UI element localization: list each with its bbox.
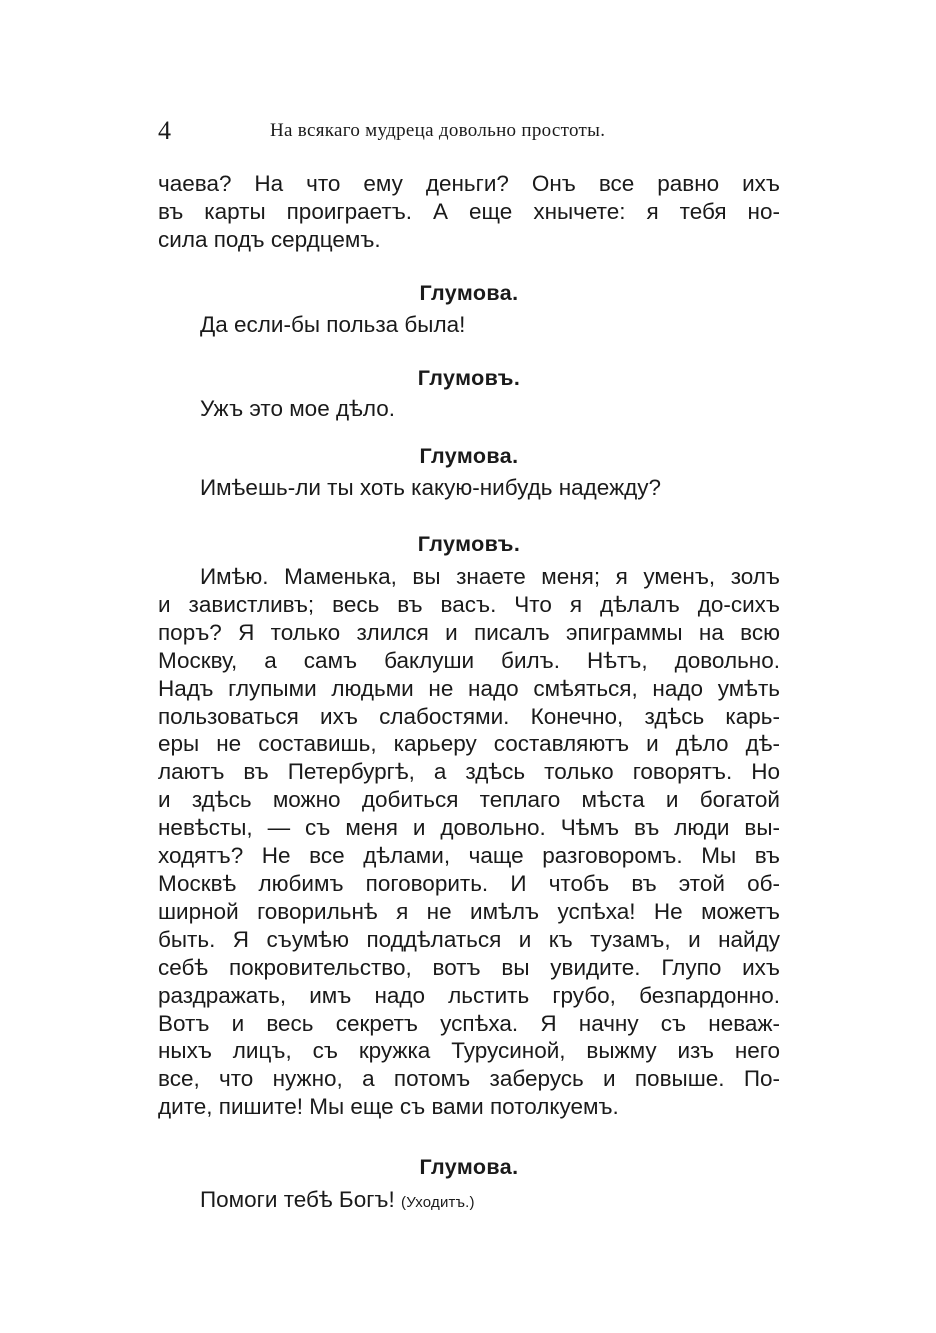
stage-direction: (Уходитъ.) [401,1194,475,1211]
text-line: ныхъ лицъ, съ кружка Турусиной, выжму изъ него [158,1038,780,1064]
text-line: Москвѣ любимъ поговорить. И чтобъ въ этой об- [158,870,780,896]
speaker-name: Глумовъ. [417,532,521,556]
text-line: Вотъ и весь секретъ успѣха. Я начну съ неваж- [158,1010,780,1036]
text-line: Москву, а самъ баклуши билъ. Нѣтъ, довольно. [158,647,780,673]
text-line: чаева? На что ему деньги? Онъ все равно ихъ [158,171,780,196]
dialogue-text: Помоги тебѣ Богъ! [200,1187,395,1212]
text-line: сила подъ сердцемъ. [158,226,381,252]
text-line: себѣ покровительство, вотъ вы увидите. Глупо ихъ [158,954,780,980]
text-line: и здѣсь можно добиться теплаго мѣста и богатой [158,787,780,813]
text-line: пользоваться ихъ слабостями. Конечно, здѣсь карь- [158,703,780,729]
dialogue-line: Ужъ это мое дѣло. [200,396,396,421]
text-line: лаютъ въ Петербургѣ, а здѣсь только говорятъ. Но [158,759,780,785]
text-line: быть. Я съумѣю поддѣлаться и къ тузамъ, и найду [158,926,780,952]
dialogue-line [158,1186,780,1217]
speaker-name: Глумовъ. [417,366,521,390]
speaker-name: Глумова. [419,281,519,305]
text-line: и завистливъ; весь въ васъ. Что я дѣлалъ до-сихъ [158,591,780,617]
running-title: На всякаго мудреца довольно простоты. [270,120,606,141]
speaker-name: Глумова. [419,444,519,468]
text-line: Имѣю. Маменька, вы знаете меня; я уменъ, золъ [200,564,780,589]
text-line: Надъ глупыми людьми не надо смѣяться, надо умѣть [158,675,780,701]
page-number: 4 [158,116,171,145]
text-line: все, что нужно, а потомъ заберусь и повыше. По- [158,1066,780,1092]
dialogue-line: Имѣешь-ли ты хоть какую-нибудь надежду? [200,475,662,500]
intro-paragraph [158,170,780,254]
text-line: поръ? Я только злился и писалъ эпиграммы на всю [158,619,780,645]
text-line: ходятъ? Не все дѣлами, чаще разговоромъ. Мы въ [158,843,780,869]
text-line: ширной говорильнѣ я не имѣлъ успѣха! Не можетъ [158,898,780,924]
speaker-name: Глумова. [419,1155,519,1179]
text-line: еры не составишь, карьеру составляютъ и дѣло дѣ- [158,731,780,757]
text-line: въ карты проиграетъ. А еще хнычете: я тебя но- [158,198,780,224]
dialogue-line: Да если-бы польза была! [200,312,466,337]
text-line: невѣсты, — съ меня и довольно. Чѣмъ въ люди вы- [158,815,780,841]
text-line: дите, пишите! Мы еще съ вами потолкуемъ. [158,1094,619,1120]
page-header [158,116,780,146]
text-line: раздражать, имъ надо льстить грубо, безпардонно. [158,982,780,1008]
monologue-paragraph [158,563,780,1121]
